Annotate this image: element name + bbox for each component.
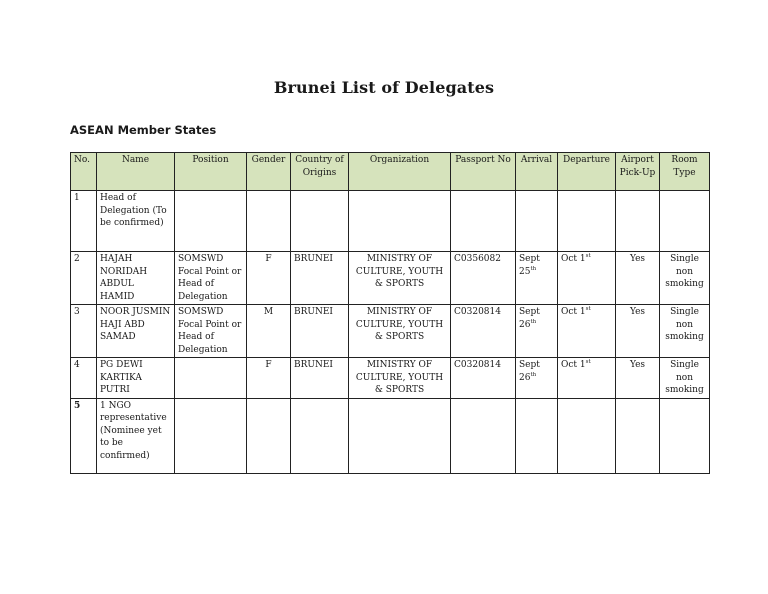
cell-position: SOMSWD Focal Point or Head of Delegation <box>175 305 247 358</box>
cell-room <box>660 398 710 473</box>
table-row <box>71 398 710 473</box>
cell-name: Head of Delegation (To be confirmed) <box>97 191 175 252</box>
header-name: Name <box>97 153 175 191</box>
cell-name: NOOR JUSMIN HAJI ABD SAMAD <box>97 305 175 358</box>
header-arrival: Arrival <box>516 153 558 191</box>
cell-country: BRUNEI <box>291 305 349 358</box>
cell-country: BRUNEI <box>291 252 349 305</box>
cell-gender: F <box>247 358 291 399</box>
arrival-text: Sept 26 <box>519 307 540 330</box>
cell-name: 1 NGO representative (Nominee yet to be confirmed) <box>97 398 175 473</box>
cell-gender <box>247 398 291 473</box>
cell-departure <box>558 398 616 473</box>
departure-text: Oct 1 <box>561 307 586 317</box>
section-heading: ASEAN Member States <box>70 123 217 137</box>
cell-no: 1 <box>71 191 97 252</box>
header-departure: Departure <box>558 153 616 191</box>
cell-organization: MINISTRY OF CULTURE, YOUTH & SPORTS <box>349 305 451 358</box>
departure-suffix: st <box>585 359 591 365</box>
cell-airport: Yes <box>616 358 660 399</box>
cell-country <box>291 398 349 473</box>
cell-gender: M <box>247 305 291 358</box>
cell-passport <box>451 191 516 252</box>
cell-no: 5 <box>71 398 97 473</box>
cell-gender: F <box>247 252 291 305</box>
cell-room <box>660 191 710 252</box>
cell-position <box>175 191 247 252</box>
cell-passport: C0356082 <box>451 252 516 305</box>
header-airport: Airport Pick-Up <box>616 153 660 191</box>
cell-no: 3 <box>71 305 97 358</box>
header-room: Room Type <box>660 153 710 191</box>
arrival-text: Sept 25 <box>519 254 540 277</box>
cell-departure <box>558 305 616 358</box>
cell-arrival <box>516 191 558 252</box>
departure-text: Oct 1 <box>561 360 586 370</box>
cell-departure <box>558 358 616 399</box>
cell-name: HAJAH NORIDAH ABDUL HAMID <box>97 252 175 305</box>
header-gender: Gender <box>247 153 291 191</box>
cell-organization: MINISTRY OF CULTURE, YOUTH & SPORTS <box>349 358 451 399</box>
cell-arrival <box>516 252 558 305</box>
cell-airport: Yes <box>616 252 660 305</box>
table-row <box>71 358 710 399</box>
departure-suffix: st <box>585 306 591 312</box>
cell-departure <box>558 252 616 305</box>
table-row <box>71 191 710 252</box>
cell-position: SOMSWD Focal Point or Head of Delegation <box>175 252 247 305</box>
header-country: Country of Origins <box>291 153 349 191</box>
header-no: No. <box>71 153 97 191</box>
cell-position <box>175 358 247 399</box>
cell-airport <box>616 398 660 473</box>
header-passport: Passport No <box>451 153 516 191</box>
header-organization: Organization <box>349 153 451 191</box>
departure-suffix: st <box>585 253 591 259</box>
cell-arrival <box>516 305 558 358</box>
cell-passport <box>451 398 516 473</box>
delegates-table <box>70 152 710 474</box>
cell-passport: C0320814 <box>451 358 516 399</box>
cell-room: Single non smoking <box>660 252 710 305</box>
cell-airport: Yes <box>616 305 660 358</box>
cell-name: PG DEWI KARTIKA PUTRI <box>97 358 175 399</box>
header-position: Position <box>175 153 247 191</box>
cell-no: 2 <box>71 252 97 305</box>
page-title: Brunei List of Delegates <box>273 78 495 97</box>
cell-organization: MINISTRY OF CULTURE, YOUTH & SPORTS <box>349 252 451 305</box>
cell-departure <box>558 191 616 252</box>
arrival-suffix: th <box>530 371 537 378</box>
header-row <box>71 153 710 191</box>
cell-arrival <box>516 358 558 399</box>
cell-organization <box>349 191 451 252</box>
cell-room: Single non smoking <box>660 305 710 358</box>
cell-airport <box>616 191 660 252</box>
cell-country <box>291 191 349 252</box>
cell-passport: C0320814 <box>451 305 516 358</box>
cell-organization <box>349 398 451 473</box>
cell-country: BRUNEI <box>291 358 349 399</box>
cell-room: Single non smoking <box>660 358 710 399</box>
arrival-suffix: th <box>530 265 537 272</box>
arrival-suffix: th <box>530 318 537 325</box>
departure-text: Oct 1 <box>561 254 586 264</box>
cell-position <box>175 398 247 473</box>
arrival-text: Sept 26 <box>519 360 540 383</box>
table-row <box>71 252 710 305</box>
table-row <box>71 305 710 358</box>
cell-no: 4 <box>71 358 97 399</box>
cell-arrival <box>516 398 558 473</box>
cell-gender <box>247 191 291 252</box>
